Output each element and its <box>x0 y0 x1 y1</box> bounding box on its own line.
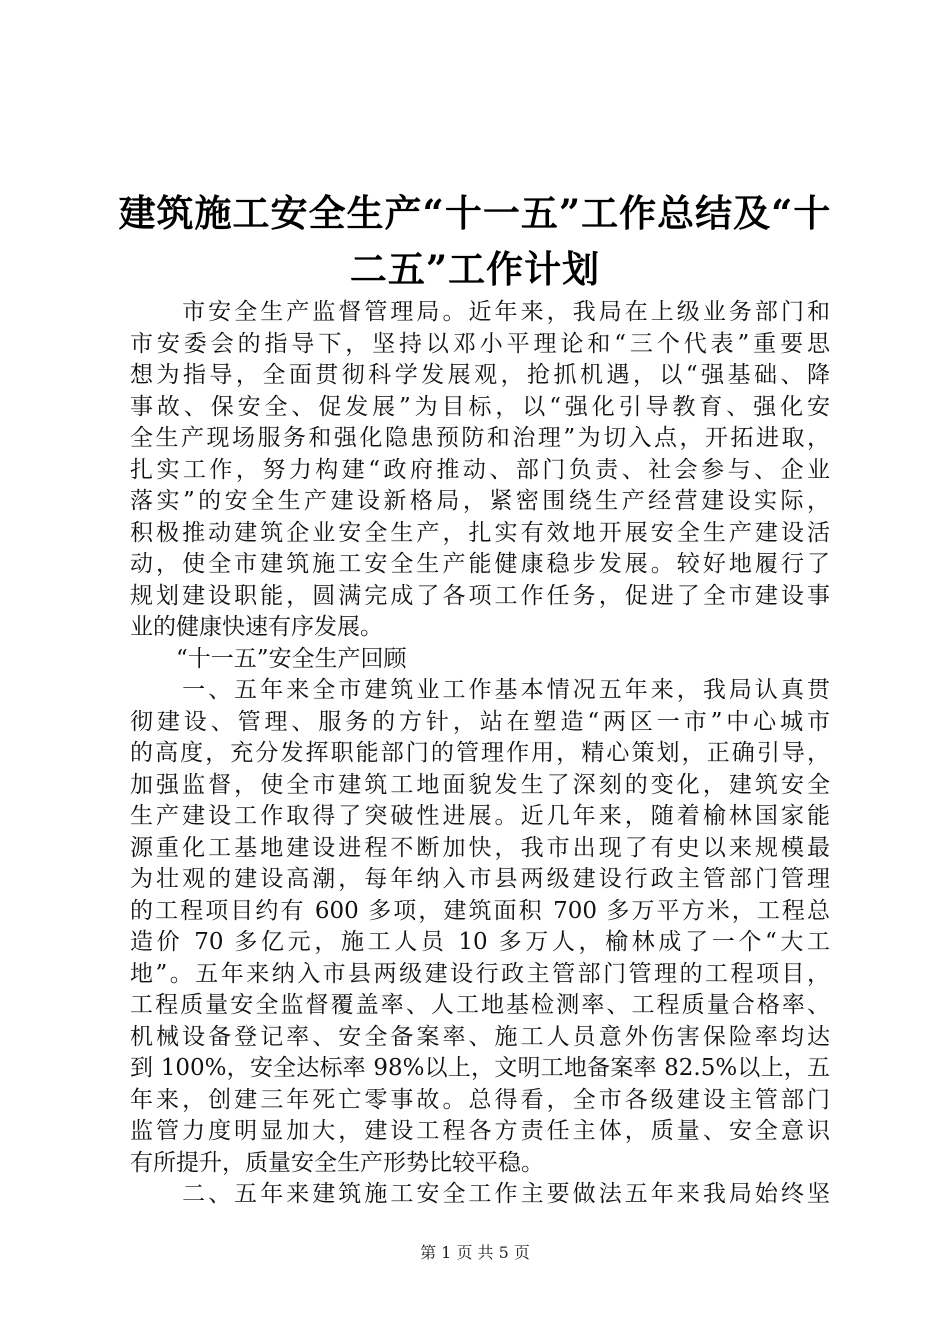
text-line: 源重化工基地建设进程不断加快，我市出现了有史以来规模最 <box>130 834 830 861</box>
text-line: “十一五”安全生产回顾 <box>130 645 407 672</box>
text-line: 全生产现场服务和强化隐患预防和治理”为切入点，开拓进取， <box>130 425 830 451</box>
text-line: 地”。五年来纳入市县两级建设行政主管部门管理的工程项目， <box>130 960 830 987</box>
title-line: 二五”工作计划 <box>349 246 601 291</box>
text-line: 规划建设职能，圆满完成了各项工作任务，促进了全市建设事 <box>130 582 830 609</box>
text-line: 到 100%，安全达标率 98%以上，文明工地备案率 82.5%以上，五 <box>130 1055 830 1081</box>
text-line: 事故、保安全、促发展”为目标，以“强化引导教育、强化安 <box>130 393 830 420</box>
text-line: 积极推动建筑企业安全生产，扎实有效地开展安全生产建设活 <box>130 519 830 546</box>
text-line: 有所提升，质量安全生产形势比较平稳。 <box>130 1149 544 1176</box>
paragraph-section-one <box>130 675 830 1179</box>
section-heading-review <box>130 644 830 676</box>
text-line: 落实”的安全生产建设新格局，紧密围绕生产经营建设实际， <box>130 488 830 514</box>
paragraph-intro <box>130 297 830 644</box>
text-line: 年来，创建三年死亡零事故。总得看，全市各级建设主管部门 <box>130 1086 830 1113</box>
text-line: 的高度，充分发挥职能部门的管理作用，精心策划，正确引导， <box>130 740 830 766</box>
text-line: 二、五年来建筑施工安全工作主要做法五年来我局始终坚 <box>130 1181 830 1207</box>
page-footer: 第 1 页 共 5 页 <box>420 1243 530 1262</box>
text-line: 业的健康快速有序发展。 <box>130 614 383 640</box>
text-line: 生产建设工作取得了突破性进展。近几年来，随着榆林国家能 <box>130 803 830 829</box>
document-title <box>110 185 840 297</box>
text-line: 动，使全市建筑施工安全生产能健康稳步发展。较好地履行了 <box>130 551 830 577</box>
document-body <box>130 297 830 1211</box>
text-line: 为壮观的建设高潮，每年纳入市县两级建设行政主管部门管理 <box>130 866 830 892</box>
paragraph-section-two <box>130 1179 830 1211</box>
text-line: 扎实工作，努力构建“政府推动、部门负责、社会参与、企业 <box>130 456 830 483</box>
text-line: 加强监督，使全市建筑工地面貌发生了深刻的变化，建筑安全 <box>130 771 830 798</box>
text-line: 彻建设、管理、服务的方针，站在塑造“两区一市”中心城市 <box>130 708 830 735</box>
text-line: 造价 70 多亿元，施工人员 10 多万人，榆林成了一个“大工 <box>130 929 830 955</box>
text-line: 的工程项目约有 600 多项，建筑面积 700 多万平方米，工程总 <box>130 897 830 924</box>
text-line: 工程质量安全监督覆盖率、人工地基检测率、工程质量合格率、 <box>130 992 830 1018</box>
title-line: 建筑施工安全生产“十一五”工作总结及“十 <box>118 190 832 235</box>
text-line: 一、五年来全市建筑业工作基本情况五年来，我局认真贯 <box>130 677 830 703</box>
text-line: 市安委会的指导下，坚持以邓小平理论和“三个代表”重要思 <box>130 330 830 357</box>
text-line: 市安全生产监督管理局。近年来，我局在上级业务部门和 <box>130 299 830 325</box>
text-line: 机械设备登记率、安全备案率、施工人员意外伤害保险率均达 <box>130 1023 830 1050</box>
text-line: 监管力度明显加大，建设工程各方责任主体，质量、安全意识 <box>130 1118 830 1144</box>
text-line: 想为指导，全面贯彻科学发展观，抢抓机遇，以“强基础、降 <box>130 362 830 388</box>
